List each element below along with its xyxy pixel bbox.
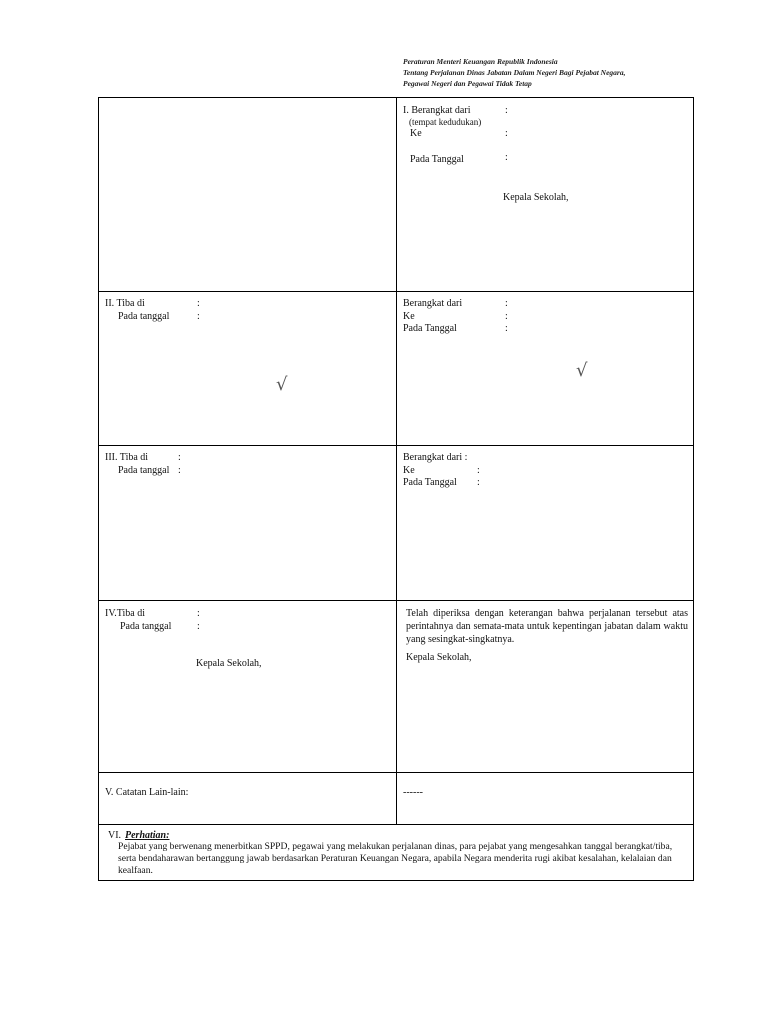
catatan-label: V. Catatan Lain-lain: — [105, 787, 189, 798]
colon: : — [505, 311, 508, 322]
perhatian-prefix: VI. — [108, 830, 122, 841]
berangkat-dari-label: Berangkat dari : — [403, 452, 468, 463]
regulation-header — [403, 56, 703, 89]
signer-left-label: Kepala Sekolah, — [196, 658, 262, 669]
pada-tanggal-label: Pada Tanggal — [410, 154, 464, 165]
ke-label: Ke — [410, 128, 422, 139]
perhatian-body: Pejabat yang berwenang menerbitkan SPPD, pegawai yang melakukan perjalanan dinas, para pejabat yang mengesahkan tanggal berangkat/tiba, serta bendaharawan bertanggung jawab berdasarkan Peraturan Keuangan Negara, apabila Negara menderita rugi akibat kesalahan, kelalaian dan kealfaan. — [118, 841, 673, 876]
pada-tanggal-label: Pada tanggal — [118, 311, 170, 322]
colon: : — [477, 477, 480, 488]
row-divider-1 — [99, 291, 693, 292]
colon: : — [505, 323, 508, 334]
row-divider-3 — [99, 600, 693, 601]
pada-tanggal-label: Pada tanggal — [120, 621, 172, 632]
ke-label: Ke — [403, 311, 415, 322]
regulation-line-3: Pegawai Negeri dan Pegawai Tidak Tetap — [403, 79, 532, 88]
colon: : — [197, 608, 200, 619]
pada-tanggal-label: Pada tanggal — [118, 465, 170, 476]
colon: : — [178, 452, 181, 463]
pada-tanggal-label: Pada Tanggal — [403, 477, 457, 488]
signer-right-label: Kepala Sekolah, — [406, 652, 472, 663]
row-divider-4 — [99, 772, 693, 773]
colon: : — [477, 465, 480, 476]
tiba-di-label: III. Tiba di — [105, 452, 149, 463]
colon: : — [178, 465, 181, 476]
colon: : — [505, 152, 508, 163]
colon: : — [505, 298, 508, 309]
check-mark-icon: √ — [276, 374, 288, 395]
regulation-line-2: Tentang Perjalanan Dinas Jabatan Dalam Negeri Bagi Pejabat Negara, — [403, 68, 626, 77]
ke-label: Ke — [403, 465, 415, 476]
colon: : — [197, 621, 200, 632]
tiba-di-label: IV.Tiba di — [105, 608, 146, 619]
berangkat-dari-label: I. Berangkat dari — [403, 105, 471, 116]
regulation-line-1: Peraturan Menteri Keuangan Republik Indonesia — [403, 57, 558, 66]
check-mark-icon: √ — [576, 360, 588, 381]
colon: : — [505, 105, 508, 116]
pada-tanggal-label: Pada Tanggal — [403, 323, 457, 334]
colon: : — [505, 128, 508, 139]
tempat-kedudukan-label: (tempat kedudukan) — [409, 117, 482, 127]
colon: : — [197, 298, 200, 309]
colon: : — [197, 311, 200, 322]
tiba-di-label: II. Tiba di — [105, 298, 145, 309]
row-divider-2 — [99, 445, 693, 446]
berangkat-dari-label: Berangkat dari — [403, 298, 463, 309]
catatan-dashes: ------ — [403, 787, 423, 798]
sppd-form-table — [98, 97, 694, 881]
column-divider — [396, 98, 397, 825]
row-divider-5 — [99, 824, 693, 825]
verification-statement: Telah diperiksa dengan keterangan bahwa perjalanan tersebut atas perintahnya dan semata-mata untuk kepentingan jabatan dalam waktu yang sesingkat-singkatnya. — [406, 608, 688, 645]
signer-label: Kepala Sekolah, — [503, 192, 569, 203]
perhatian-title: Perhatian: — [125, 830, 170, 841]
